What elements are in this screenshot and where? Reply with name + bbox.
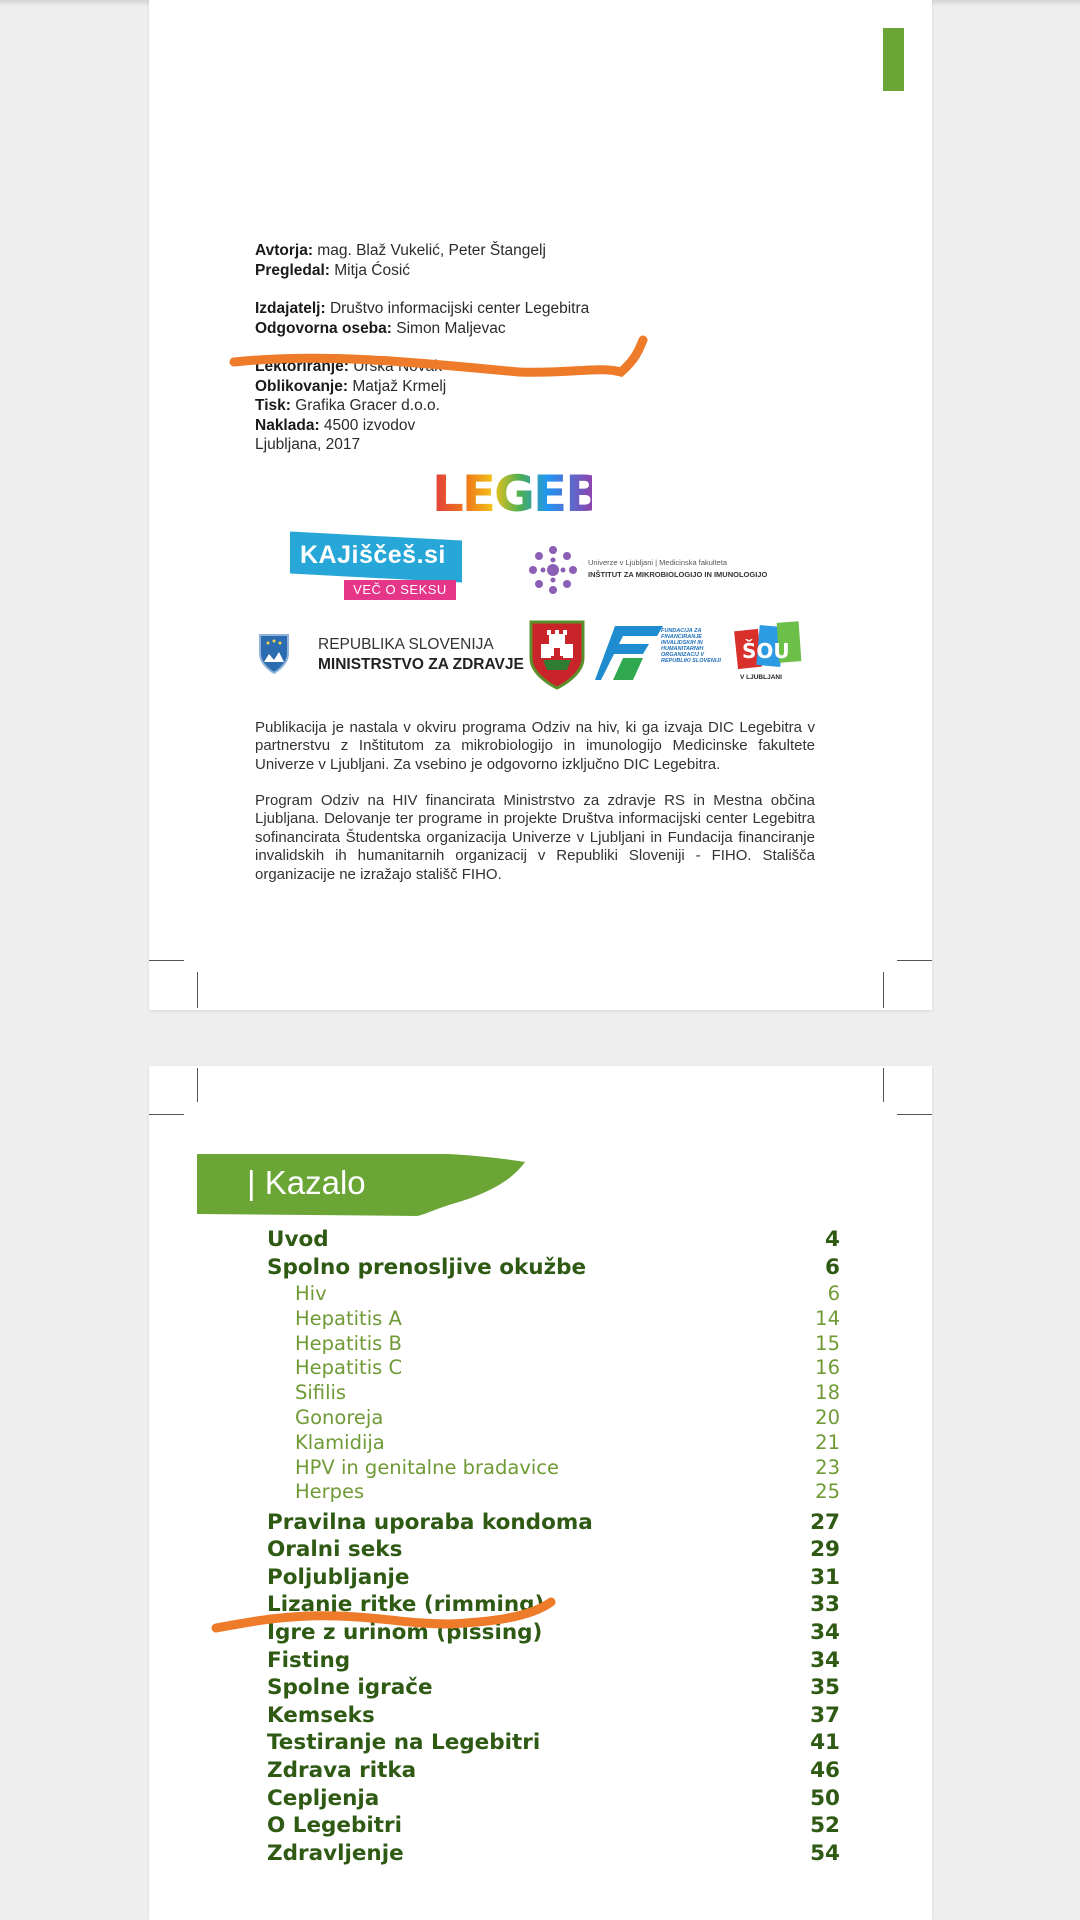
crop-mark [149,1114,184,1115]
toc-entry [267,1226,840,1254]
institute-logo-line2: INŠTITUT ZA MIKROBIOLOGIJO IN IMUNOLOGIJO [588,570,768,579]
toc-entry-page: 37 [810,1702,840,1728]
toc-entry [267,1405,840,1430]
crop-mark [883,972,884,1008]
toc-entry [267,1564,840,1592]
fiho-mark-icon [595,622,663,684]
toc-entry-page: 18 [815,1381,840,1405]
ljubljana-crest-logo [527,618,587,690]
toc-entry-page: 29 [810,1537,840,1563]
toc-entry [267,1356,840,1381]
credits-block [255,241,775,455]
toc-entry-page: 23 [815,1455,840,1479]
legebitra-logo: LEGEBITRA [432,465,724,523]
toc-entry-title: Hiv [295,1282,327,1306]
toc-entry-title: Spolne igrače [267,1675,433,1701]
toc-entry [267,1281,840,1306]
table-of-contents [267,1226,840,1867]
toc-entry-title: Poljubljanje [267,1564,410,1590]
toc-entry-title: Sifilis [295,1381,347,1405]
toc-entry-title: Lizanje ritke (rimming) [267,1592,545,1618]
toc-entry-page: 50 [810,1785,840,1811]
toc-entry-page: 21 [815,1430,840,1454]
credit-proofreading: Lektoriranje: Urška Novak [255,358,442,375]
toc-entry-title: Spolno prenosljive okužbe [267,1254,587,1280]
toc-entry [267,1331,840,1356]
toc-entry-page: 33 [810,1592,840,1618]
toc-entry-title: Cepljenja [267,1785,380,1811]
sou-mark-icon [734,618,806,674]
toc-entry-page: 4 [825,1227,840,1253]
toc-entry-page: 15 [815,1331,840,1355]
place-year: Ljubljana, 2017 [255,436,361,453]
kajisces-logo-subtitle: VEČ O SEKSU [344,580,456,600]
toc-entry-page: 46 [810,1758,840,1783]
toc-entry-page: 25 [815,1480,840,1504]
crop-mark [197,1068,198,1102]
toc-entry-title: Testiranje na Legebitri [267,1730,541,1756]
sou-logo-caption: V LJUBLJANI [740,674,782,681]
toc-entry [267,1812,840,1840]
toc-entry-title: Zdrava ritka [267,1758,417,1783]
toc-entry-title: Hepatitis A [295,1306,402,1330]
credit-reviewer: Pregledal: Mitja Ćosić [255,261,411,279]
toc-entry [267,1536,840,1564]
crop-mark [897,1114,932,1115]
toc-entry [267,1646,840,1674]
toc-entry [267,1619,840,1647]
toc-title: | Kazalo [247,1164,366,1201]
toc-entry [267,1839,840,1867]
toc-entry-title: O Legebitri [267,1813,403,1839]
crop-mark [883,1068,884,1102]
svg-text:ŠOU: ŠOU [742,639,790,663]
toc-entry-title: Klamidija [295,1430,385,1454]
toc-entry-page: 16 [815,1356,840,1380]
toc-entry-page: 35 [810,1675,840,1701]
credit-authors: Avtorja: mag. Blaž Vukelić, Peter Štangelj [255,242,546,259]
toc-entry-title: Igre z urinom (pissing) [267,1620,543,1646]
toc-entry [267,1306,840,1331]
toc-entry-page: 52 [810,1813,840,1839]
credit-edition: Naklada: 4500 izvodov [255,416,416,434]
castle-crest-icon [527,618,587,690]
toc-entry-page: 34 [810,1647,840,1673]
ministry-logo [257,630,527,680]
toc-entry-title: Gonoreja [295,1406,384,1430]
toc-entry [267,1784,840,1812]
toc-entry [267,1254,840,1282]
credit-design: Oblikovanje: Matjaž Krmelj [255,377,447,395]
document-page-2 [149,1066,932,1920]
crop-mark [197,972,198,1008]
toc-entry-page: 34 [810,1620,840,1646]
toc-entry [267,1380,840,1405]
toc-entry [267,1674,840,1702]
toc-entry-page: 54 [810,1840,840,1866]
publication-note: Publikacija je nastala v okviru programa Odziv na hiv, ki ga izvaja DIC Legebitra v partnerstvu z Inštitutom za mikrobiologijo in imunologijo Medicinske fakultete Univerze v Ljubljani. Za vsebino je odgovorno izključno DIC Legebitra. [255,719,815,773]
crop-mark [149,960,184,961]
toc-entry-page: 31 [810,1564,840,1590]
toc-entry-title: Hepatitis C [295,1356,403,1380]
toc-entry-title: Fisting [267,1647,351,1673]
sou-logo [734,618,806,690]
fiho-logo [595,622,730,688]
kajisces-logo-text: KAJiščeš.si [300,541,446,569]
institute-logo [525,542,805,600]
toc-entry [267,1455,840,1480]
credit-responsible: Odgovorna oseba: Simon Maljevac [255,319,506,337]
toc-entry-page: 6 [825,1254,840,1280]
toc-entry [267,1591,840,1619]
toc-entry [267,1757,840,1785]
toc-entry [267,1430,840,1455]
toc-entry [267,1480,840,1505]
toc-entry-page: 6 [827,1282,840,1306]
toc-entry-title: Herpes [295,1480,365,1504]
toc-entry-page: 14 [815,1306,840,1330]
fiho-logo-text: FUNDACIJA ZA FINANCIRANJE INVALIDSKIH IN HUMANITARNIH ORGANIZACIJ V REPUBLIKI SLOVENIJI [661,628,721,664]
coat-of-arms-icon [257,632,291,676]
institute-logo-line1: Univerze v Ljubljani | Medicinska fakulteta [588,558,728,567]
toc-entry-title: Hepatitis B [295,1331,402,1355]
toc-entry-page: 27 [810,1509,840,1535]
credit-print: Tisk: Grafika Gracer d.o.o. [255,397,440,414]
page-edge-tab [883,28,904,91]
crop-mark [897,960,932,961]
toc-entry-title: Pravilna uporaba kondoma [267,1509,593,1535]
funding-note: Program Odziv na HIV financirata Ministrstvo za zdravje RS in Mestna občina Ljubljana. Delovanje ter programe in projekte Društva informacijski center Legebitra sofinancirata Študentska organizacija Univerze v Ljubljani in Fundacija financiranje invalidskih ih humanitarnih organizacij v Republiki Sloveniji - FIHO. Stališča organizacije ne izražajo stališč FIHO. [255,792,815,883]
toc-entry-title: Zdravljenje [267,1840,404,1866]
toc-entry-title: Uvod [267,1227,329,1253]
toc-entry-title: Kemseks [267,1702,375,1728]
ministry-logo-line2: MINISTRSTVO ZA ZDRAVJE [318,656,524,673]
virus-icon [525,542,581,598]
toc-entry-title: Oralni seks [267,1537,403,1563]
kajisces-logo [290,536,462,600]
toc-entry [267,1729,840,1757]
ministry-logo-line1: REPUBLIKA SLOVENIJA [318,636,494,653]
credit-publisher: Izdajatelj: Društvo informacijski center Legebitra [255,300,590,317]
document-page-1 [149,0,932,1010]
toc-entry [267,1702,840,1730]
toc-entry-title: HPV in genitalne bradavice [295,1455,560,1479]
toc-entry [267,1508,840,1536]
toc-entry-page: 20 [815,1406,840,1430]
toc-entry-page: 41 [810,1730,840,1756]
